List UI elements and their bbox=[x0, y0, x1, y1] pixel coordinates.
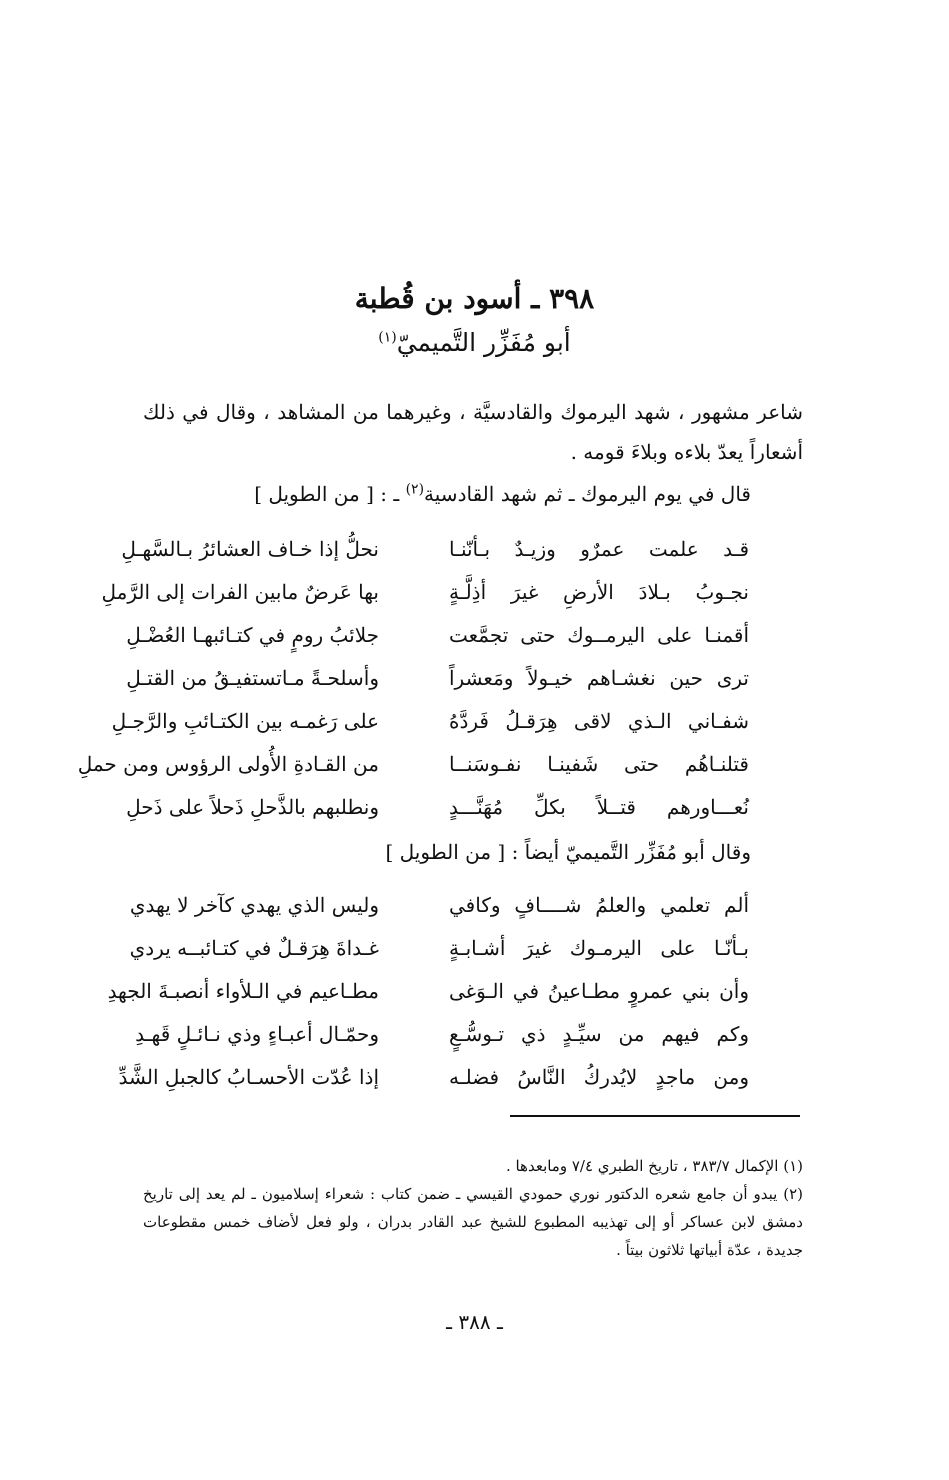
poem2 bbox=[0, 893, 949, 1108]
verse bbox=[0, 580, 949, 623]
verse-first-hemistich: أقمنـا على اليرمــوك حتى تجمَّعت bbox=[449, 623, 749, 647]
verse-first-hemistich: نجـوبُ بـلادَ الأرضِ غيرَ أذِلَّـةٍ bbox=[449, 580, 749, 604]
verse-second-hemistich: وحمّـال أعبـاءٍ وذي نـائـلٍ قَهـدِ bbox=[135, 1022, 379, 1046]
intro-line-1: شاعر مشهور ، شهد اليرموك والقادسيَّة ، وغيرهما من المشاهد ، وقال في ذلك bbox=[143, 400, 803, 424]
entry-subtitle-text: أبو مُفَزِّر التَّميميّ bbox=[396, 328, 571, 357]
verse-second-hemistich: غـداةَ هِرَقـلٌ في كتـائبــه يردي bbox=[129, 936, 379, 960]
verse-second-hemistich: نحلُّ إذا خـاف العشائرُ بـالسَّهـلِ bbox=[121, 537, 379, 561]
verse-second-hemistich: من القـادةِ الأُولى الرؤوس ومن حملِ bbox=[77, 752, 379, 776]
verse-second-hemistich: وأسلحـةً مـاتستفيـقُ من القتـلِ bbox=[126, 666, 379, 690]
verse-second-hemistich: ونطلبهم بالذَّحلِ ذَحلاً على ذَحلِ bbox=[126, 795, 379, 819]
poem1 bbox=[0, 537, 949, 838]
verse-second-hemistich: بها عَرضٌ مابين الفرات إلى الرَّملِ bbox=[101, 580, 379, 604]
verse-first-hemistich: شفـاني الـذي لاقى هِرَقـلُ فَردَّهُ bbox=[449, 709, 749, 733]
verse bbox=[0, 623, 949, 666]
verse bbox=[0, 936, 949, 979]
verse-first-hemistich: وكم فيهم من سيِّـدٍ ذي تـوسُّـعٍ bbox=[449, 1022, 749, 1046]
verse-first-hemistich: نُعـــاورهم قتــلاً بكلِّ مُهَنَّـــدٍ bbox=[449, 795, 749, 819]
verse-first-hemistich: بـأنّـا على اليرمـوك غيرَ أشـابـةٍ bbox=[449, 936, 749, 960]
entry-subtitle bbox=[0, 328, 949, 357]
verse-first-hemistich: ترى حين نغشـاهم خيـولاً ومَعشراً bbox=[449, 666, 749, 690]
verse bbox=[0, 709, 949, 752]
page-number: ـ ٣٨٨ ـ bbox=[446, 1310, 503, 1334]
verse-first-hemistich: ألم تعلمي والعلمُ شــــافٍ وكافي bbox=[449, 893, 749, 917]
verse bbox=[0, 795, 949, 838]
verse bbox=[0, 752, 949, 795]
poem1-lead bbox=[254, 482, 751, 506]
verse-second-hemistich: على رَغمـه بين الكتـائبِ والرَّجـلِ bbox=[111, 709, 379, 733]
poem1-meter: ـ : [ من الطويل ] bbox=[254, 482, 406, 506]
footnote-divider bbox=[510, 1115, 800, 1117]
verse-first-hemistich: وأن بني عمروٍ مطـاعينُ في الـوَغى bbox=[449, 979, 749, 1003]
poem2-lead: وقال أبو مُفَزِّر التَّميميّ أيضاً : [ من الطويل ] bbox=[385, 840, 751, 864]
footnote-1: (١) الإكمال ٣٨٣/٧ ، تاريخ الطبري ٧/٤ ومابعدها . bbox=[505, 1157, 803, 1175]
verse-second-hemistich: إذا عُدّت الأحسـابُ كالجبلِ الشَّدِّ bbox=[118, 1065, 379, 1089]
verse-second-hemistich: وليس الذي يهدي كآخر لا يهدي bbox=[129, 893, 379, 917]
verse bbox=[0, 666, 949, 709]
verse-second-hemistich: مطـاعيم في الـلأواء أنصبـةَ الجهدِ bbox=[107, 979, 379, 1003]
footnote-ref-2: (٢) bbox=[405, 481, 425, 498]
footnote-ref-1: (١) bbox=[378, 329, 397, 346]
footnote-2: (٢) يبدو أن جامع شعره الدكتور نوري حمودي القيسي ـ ضمن كتاب : شعراء إسلاميون ـ لم يعد إلى تاريخ دمشق لابن عساكر أو إلى تهذيبه المطبوع للشيخ عبد القادر بدران ، ولو فعل لأضاف خمس مقطوعات جديدة ، عدّة أبياتها ثلاثون بيتاً . bbox=[143, 1185, 803, 1259]
verse-first-hemistich: ومن ماجدٍ لايُدركُ النَّاسُ فضلـه bbox=[449, 1065, 749, 1089]
verse-first-hemistich: قـد علمت عمرٌو وزيـدٌ بـأنّنـا bbox=[449, 537, 749, 561]
verse-second-hemistich: جلائبُ رومٍ في كتـائبهـا العُضْـلِ bbox=[126, 623, 379, 647]
footnotes bbox=[143, 1152, 803, 1264]
verse bbox=[0, 1022, 949, 1065]
verse-first-hemistich: قتلنـاهُم حتى شَفينـا نفـوسَنــا bbox=[449, 752, 749, 776]
entry-title: ٣٩٨ ـ أسود بن قُطبة bbox=[354, 282, 595, 315]
verse bbox=[0, 979, 949, 1022]
verse bbox=[0, 537, 949, 580]
intro-paragraph bbox=[143, 392, 803, 472]
poem1-lead-text: قال في يوم اليرموك ـ ثم شهد القادسية bbox=[424, 482, 751, 506]
verse bbox=[0, 1065, 949, 1108]
verse bbox=[0, 893, 949, 936]
intro-line-2: أشعاراً يعدّ بلاءه وبلاءَ قومه . bbox=[570, 440, 803, 464]
